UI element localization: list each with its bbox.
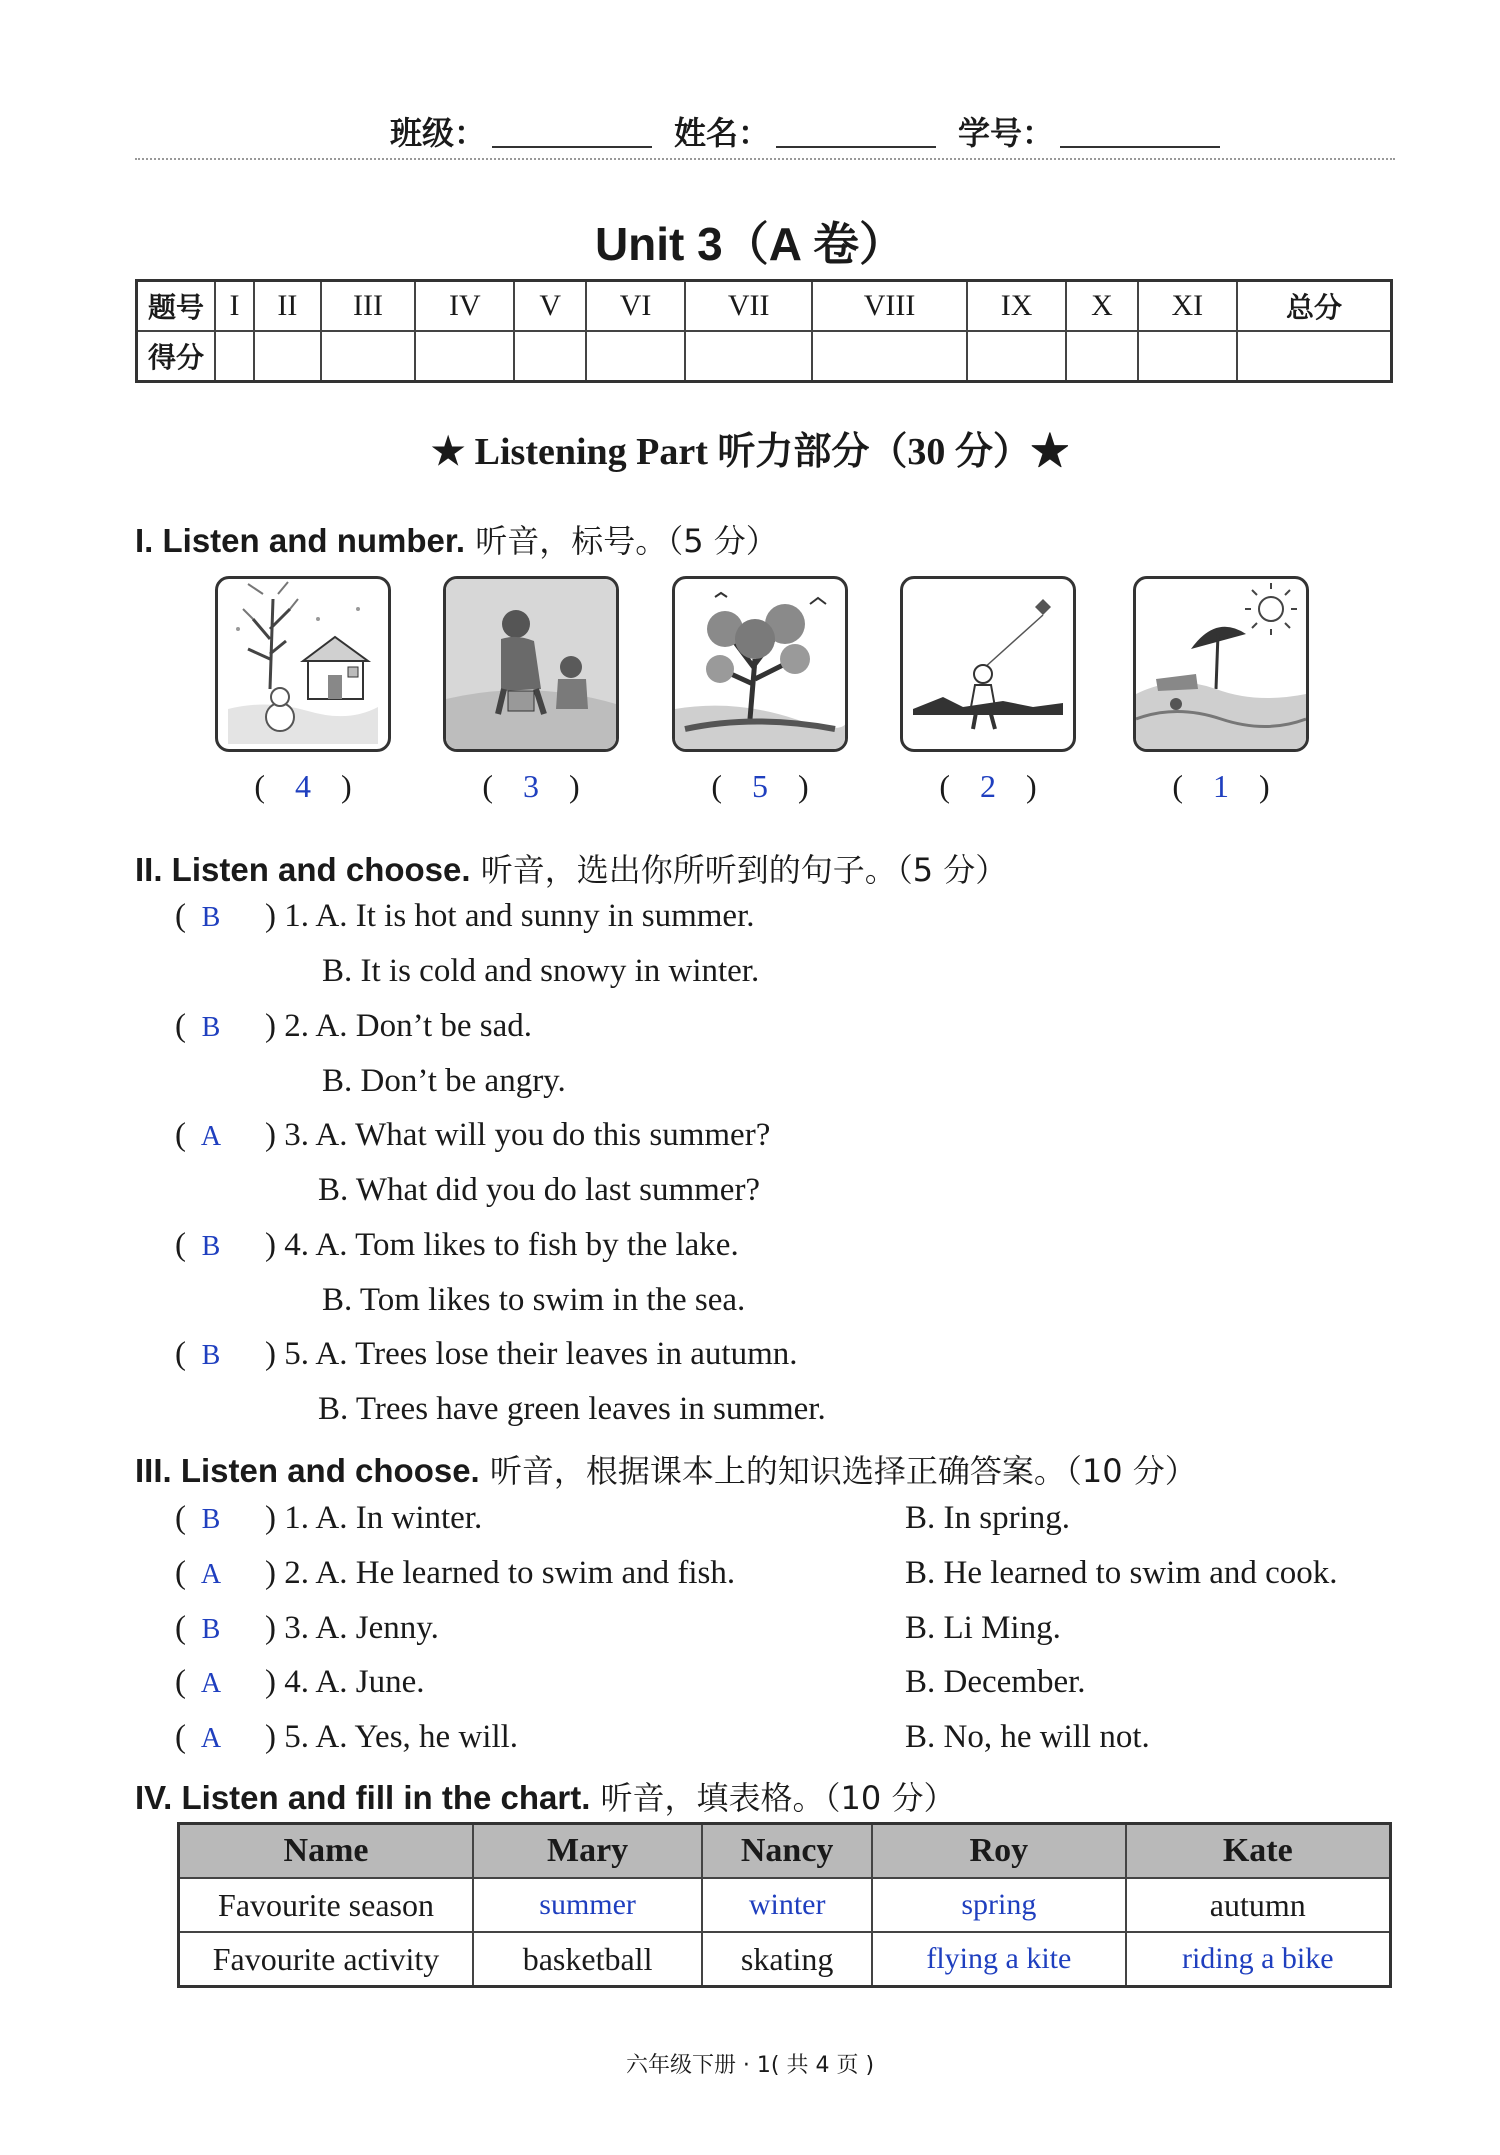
option-b: B. Trees have green leaves in summer.: [318, 1391, 826, 1427]
option-a: ) 4. A. June.: [265, 1664, 425, 1700]
picture-answer-value: 3: [523, 768, 539, 804]
option-b: B. Don’t be angry.: [322, 1063, 566, 1099]
section-4-heading: [135, 1773, 955, 1819]
class-label: 班级：: [390, 115, 487, 151]
question-line: ( B ) 4. A. Tom likes to fish by the lake.: [175, 1227, 739, 1263]
option-a: ) 5. A. Yes, he will.: [265, 1719, 519, 1755]
number-blank[interactable]: [1060, 146, 1220, 148]
picture-answer: ( 5 ): [711, 768, 809, 804]
question-line: ( B ) 1. A. In winter.: [175, 1500, 483, 1536]
chart-header-cell: Nancy: [702, 1824, 872, 1879]
section-1-heading-cn: 听音，标号。（5 分）: [465, 522, 778, 560]
listening-part-title: ★ Listening Part 听力部分（30 分）★: [431, 431, 1069, 473]
section-2-heading-cn: 听音，选出你所听到的句子。（5 分）: [470, 851, 1008, 889]
option-b: B. December.: [905, 1664, 1086, 1700]
section-2-heading-en: II. Listen and choose.: [135, 851, 471, 888]
option-a: ) 3. A. Jenny.: [265, 1610, 439, 1646]
picture-answer-value: 1: [1213, 768, 1229, 804]
question-line: ( B ) 2. A. Don’t be sad.: [175, 1008, 533, 1044]
score-col: X: [1066, 281, 1137, 332]
picture-answer: ( 2 ): [939, 768, 1037, 804]
score-table: [135, 279, 1393, 383]
section-1-heading: [135, 516, 778, 562]
answer-value: B: [201, 1231, 221, 1262]
picture-answer-value: 5: [752, 768, 768, 804]
answer-value: A: [200, 1668, 222, 1699]
score-cell[interactable]: [967, 331, 1066, 382]
chart-activity-row: [179, 1932, 1391, 1987]
chart-season-row: [179, 1878, 1391, 1932]
winter-house-snowman-icon: [215, 576, 391, 752]
score-table-header-row: [137, 281, 1392, 332]
score-col: III: [321, 281, 416, 332]
score-cell[interactable]: [685, 331, 812, 382]
question-line: ( A ) 4. A. June.: [175, 1664, 425, 1700]
option-a: ) 4. A. Tom likes to fish by the lake.: [265, 1227, 739, 1263]
chart-cell: skating: [702, 1932, 872, 1987]
page-footer: 六年级下册 · 1( 共 4 页 ): [625, 2053, 875, 2078]
question-line: ( B ) 3. A. Jenny.: [175, 1610, 439, 1646]
header-divider: [135, 158, 1395, 160]
chart-answer-cell[interactable]: winter: [702, 1878, 872, 1932]
picture-answer-value: 2: [980, 768, 996, 804]
option-a: ) 1. A. It is hot and sunny in summer.: [265, 898, 755, 934]
chart-answer-cell[interactable]: riding a bike: [1126, 1932, 1391, 1987]
activity-row-label: Favourite activity: [179, 1932, 474, 1987]
question-line: ( B ) 1. A. It is hot and sunny in summer.: [175, 898, 755, 934]
section-4-heading-en: IV. Listen and fill in the chart.: [135, 1779, 591, 1816]
option-b: B. Li Ming.: [905, 1610, 1061, 1646]
chart-answer-cell[interactable]: flying a kite: [872, 1932, 1125, 1987]
score-cell[interactable]: [254, 331, 321, 382]
score-col: VIII: [812, 281, 967, 332]
chart-header-cell: Kate: [1126, 1824, 1391, 1879]
total-label: 总分: [1237, 281, 1392, 332]
answer-value: B: [201, 1012, 221, 1043]
option-a: ) 3. A. What will you do this summer?: [265, 1117, 771, 1153]
autumn-tree-birds-icon: [672, 576, 848, 752]
score-cell[interactable]: [1066, 331, 1137, 382]
answer-value: A: [200, 1723, 222, 1754]
option-b: B. It is cold and snowy in winter.: [322, 953, 760, 989]
section-1-heading-en: I. Listen and number.: [135, 522, 466, 559]
section-4-heading-cn: 听音，填表格。（10 分）: [590, 1779, 956, 1817]
picture-answer: ( 3 ): [482, 768, 580, 804]
score-col: VII: [685, 281, 812, 332]
answer-value: B: [201, 902, 221, 933]
chart-header-cell: Roy: [872, 1824, 1125, 1879]
score-col: XI: [1138, 281, 1237, 332]
section-2-heading: [135, 845, 1007, 891]
score-cell[interactable]: [415, 331, 514, 382]
score-col: IV: [415, 281, 514, 332]
question-line: ( B ) 5. A. Trees lose their leaves in autumn.: [175, 1336, 798, 1372]
score-col: V: [514, 281, 585, 332]
score-cell[interactable]: [812, 331, 967, 382]
student-info-row: [390, 108, 1234, 154]
chart-header-cell: Mary: [473, 1824, 702, 1879]
answer-value: A: [200, 1559, 222, 1590]
score-col: II: [254, 281, 321, 332]
chart-answer-cell[interactable]: summer: [473, 1878, 702, 1932]
section-3-heading-cn: 听音，根据课本上的知识选择正确答案。（10 分）: [479, 1452, 1197, 1490]
score-cell[interactable]: [1138, 331, 1237, 382]
answer-value: B: [201, 1504, 221, 1535]
chart-cell: basketball: [473, 1932, 702, 1987]
chart-header-row: [179, 1824, 1391, 1879]
score-col: IX: [967, 281, 1066, 332]
picture-answer: ( 1 ): [1172, 768, 1270, 804]
class-blank[interactable]: [492, 146, 652, 148]
name-blank[interactable]: [776, 146, 936, 148]
score-table-score-row: [137, 331, 1392, 382]
girl-flying-kite-icon: [900, 576, 1076, 752]
option-b: B. In spring.: [905, 1500, 1070, 1536]
picture-answer-value: 4: [295, 768, 311, 804]
question-line: ( A ) 3. A. What will you do this summer?: [175, 1117, 771, 1153]
option-a: ) 1. A. In winter.: [265, 1500, 483, 1536]
number-label: 学号：: [958, 115, 1055, 151]
chart-answer-cell[interactable]: spring: [872, 1878, 1125, 1932]
score-label: 得分: [137, 331, 216, 382]
question-line: ( A ) 2. A. He learned to swim and fish.: [175, 1555, 736, 1591]
option-b: B. What did you do last summer?: [318, 1172, 761, 1208]
score-cell[interactable]: [514, 331, 585, 382]
score-cell[interactable]: [215, 331, 254, 382]
picture-answer: ( 4 ): [254, 768, 352, 804]
score-cell[interactable]: [1237, 331, 1392, 382]
chart-cell: autumn: [1126, 1878, 1391, 1932]
question-number-label: 题号: [137, 281, 216, 332]
children-playing-sand-icon: [443, 576, 619, 752]
option-a: ) 2. A. He learned to swim and fish.: [265, 1555, 736, 1591]
option-a: ) 2. A. Don’t be sad.: [265, 1008, 533, 1044]
chart-header-cell: Name: [179, 1824, 474, 1879]
score-cell[interactable]: [321, 331, 416, 382]
score-col: I: [215, 281, 254, 332]
score-cell[interactable]: [586, 331, 685, 382]
question-line: ( A ) 5. A. Yes, he will.: [175, 1719, 519, 1755]
beach-umbrella-sun-icon: [1133, 576, 1309, 752]
name-label: 姓名：: [674, 115, 771, 151]
answer-value: B: [201, 1614, 221, 1645]
score-col: VI: [586, 281, 685, 332]
answer-value: B: [201, 1340, 221, 1371]
section-3-heading-en: III. Listen and choose.: [135, 1452, 480, 1489]
option-b: B. Tom likes to swim in the sea.: [322, 1282, 746, 1318]
season-row-label: Favourite season: [179, 1878, 474, 1932]
option-b: B. No, he will not.: [905, 1719, 1150, 1755]
page-title: Unit 3（A 卷）: [594, 218, 906, 270]
favourites-chart: [177, 1822, 1392, 1988]
answer-value: A: [200, 1121, 222, 1152]
option-b: B. He learned to swim and cook.: [905, 1555, 1338, 1591]
option-a: ) 5. A. Trees lose their leaves in autumn.: [265, 1336, 798, 1372]
section-3-heading: [135, 1446, 1197, 1492]
